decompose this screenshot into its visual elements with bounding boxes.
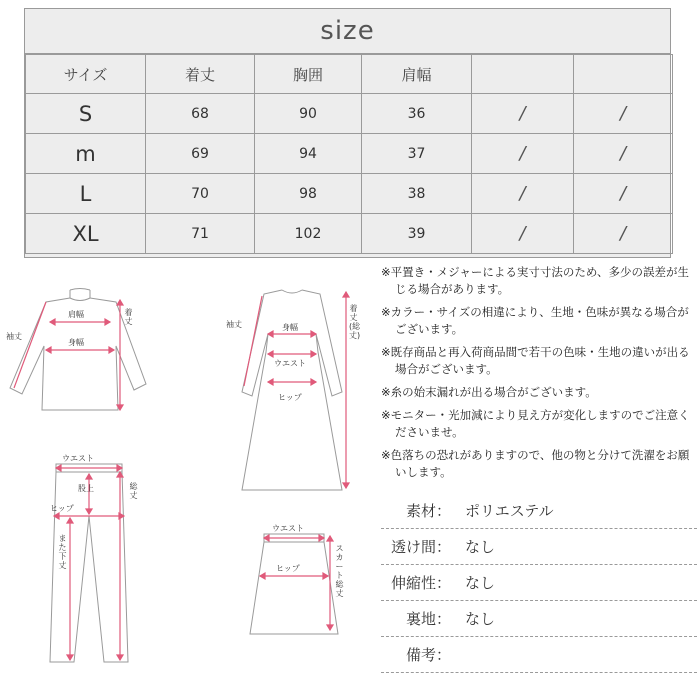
property-row-material — [381, 493, 697, 529]
top-length-label: 着丈 — [124, 308, 133, 326]
note-item: ※平置き・メジャーによる実寸寸法のため、多少の誤差が生じる場合があります。 — [381, 265, 689, 296]
table-row — [26, 134, 673, 174]
table-row — [26, 174, 673, 214]
chest-value: 90 — [255, 94, 362, 134]
property-value: ポリエステル — [465, 502, 554, 520]
chest-value: 102 — [255, 214, 362, 254]
header-empty-1 — [472, 55, 574, 94]
pants-hip-label: ヒップ — [50, 504, 74, 513]
property-label: 備考： — [405, 646, 451, 664]
dress-measurement-diagram — [222, 282, 362, 494]
header-chest: 胸囲 — [255, 55, 362, 94]
property-value: なし — [465, 574, 496, 592]
top-measurement-diagram — [0, 270, 150, 420]
dress-garment-icon — [222, 282, 362, 494]
skirt-length-label: スカート総丈 — [335, 544, 344, 598]
note-item: ※色落ちの恐れがありますので、他の物と分けて洗濯をお願いします。 — [381, 448, 690, 479]
dress-length-label: 着丈(総丈) — [349, 304, 361, 340]
size-label: S — [26, 94, 146, 134]
header-length: 着丈 — [146, 55, 255, 94]
dress-chest-label: 身幅 — [282, 323, 298, 332]
size-table-panel — [24, 8, 671, 258]
top-sleeve-label: 袖丈 — [6, 332, 22, 341]
property-row-remarks — [381, 637, 697, 673]
length-value: 71 — [146, 214, 255, 254]
shoulder-value: 38 — [362, 174, 472, 214]
length-value: 70 — [146, 174, 255, 214]
empty-value: / — [574, 134, 673, 174]
empty-value: / — [574, 214, 673, 254]
empty-value: / — [472, 94, 574, 134]
size-table-header-row — [26, 55, 673, 94]
dress-hip-label: ヒップ — [278, 393, 302, 402]
table-row — [26, 94, 673, 134]
size-table — [25, 54, 673, 254]
table-row — [26, 214, 673, 254]
size-label: L — [26, 174, 146, 214]
empty-value: / — [472, 214, 574, 254]
note-item: ※既存商品と再入荷商品間で若干の色味・生地の違いが出る場合がございます。 — [381, 345, 690, 376]
skirt-waist-label: ウエスト — [272, 524, 304, 533]
property-row-lining — [381, 601, 697, 637]
shoulder-value: 36 — [362, 94, 472, 134]
empty-value: / — [574, 94, 673, 134]
header-empty-2 — [574, 55, 673, 94]
size-table-title: size — [25, 9, 670, 54]
chest-value: 98 — [255, 174, 362, 214]
property-label: 裏地： — [405, 610, 451, 628]
skirt-hip-label: ヒップ — [276, 564, 300, 573]
empty-value: / — [472, 174, 574, 214]
header-shoulder: 肩幅 — [362, 55, 472, 94]
dress-waist-label: ウエスト — [274, 359, 306, 368]
size-label: m — [26, 134, 146, 174]
pants-rise-label: 股上 — [78, 484, 94, 493]
empty-value: / — [574, 174, 673, 214]
empty-value: / — [472, 134, 574, 174]
property-label: 透け間： — [390, 538, 451, 556]
property-value: なし — [465, 610, 496, 628]
note-item: ※カラー・サイズの相違により、生地・色味が異なる場合がございます。 — [381, 305, 689, 336]
shoulder-value: 37 — [362, 134, 472, 174]
property-value: なし — [465, 538, 496, 556]
top-shoulder-label: 肩幅 — [68, 310, 84, 319]
length-value: 68 — [146, 94, 255, 134]
top-chest-label: 身幅 — [68, 338, 84, 347]
skirt-measurement-diagram — [240, 520, 360, 640]
dress-sleeve-label: 袖丈 — [226, 320, 242, 329]
property-row-stretch — [381, 565, 697, 601]
size-label: XL — [26, 214, 146, 254]
property-label: 素材： — [405, 502, 451, 520]
chest-value: 94 — [255, 134, 362, 174]
property-row-sheerness — [381, 529, 697, 565]
product-properties — [381, 493, 697, 673]
shoulder-value: 39 — [362, 214, 472, 254]
pants-inseam-label: また下丈 — [58, 534, 67, 570]
header-size: サイズ — [26, 55, 146, 94]
length-value: 69 — [146, 134, 255, 174]
pants-length-label: 総丈 — [129, 482, 138, 500]
care-notes — [381, 264, 697, 487]
pants-waist-label: ウエスト — [62, 454, 94, 463]
note-item: ※モニター・光加減により見え方が変化しますのでご注意くださいませ。 — [381, 408, 690, 439]
note-item: ※糸の始末漏れが出る場合がございます。 — [381, 385, 597, 399]
property-label: 伸縮性： — [390, 574, 451, 592]
pants-measurement-diagram — [40, 452, 170, 667]
